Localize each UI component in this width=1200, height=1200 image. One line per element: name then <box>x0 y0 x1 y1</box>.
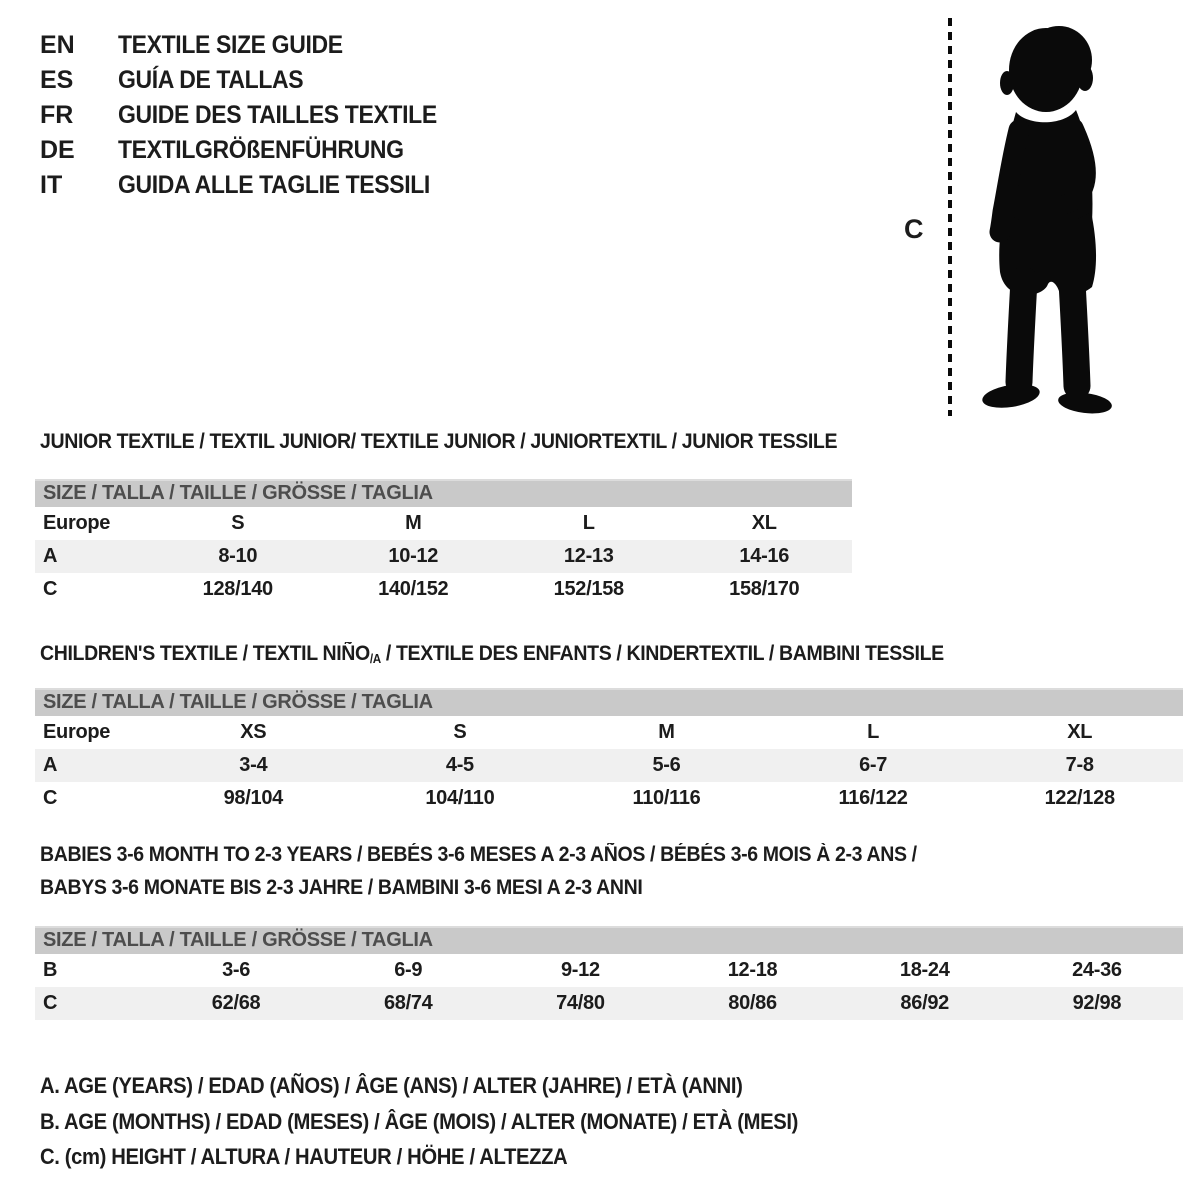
table-cell: 3-6 <box>222 959 251 981</box>
language-row-it <box>40 168 465 203</box>
measurement-legend <box>40 1068 1200 1175</box>
table-cell: XL <box>751 512 777 534</box>
table-cell: 80/86 <box>728 992 777 1014</box>
table-cell: 92/98 <box>1072 992 1122 1014</box>
size-table-header: SIZE / TALLA / TAILLE / GRÖSSE / TAGLIA <box>35 688 1183 716</box>
language-code: IT <box>40 171 63 199</box>
children-title-prefix: CHILDREN'S TEXTILE / TEXTIL NIÑO <box>40 642 370 665</box>
language-code: ES <box>40 66 74 94</box>
babies-section-title-line1: BABIES 3-6 MONTH TO 2-3 YEARS / BEBÉS 3-6 MESES A 2-3 AÑOS / BÉBÉS 3-6 MOIS À 2-3 ANS / <box>40 843 917 866</box>
table-cell: L <box>582 512 595 534</box>
junior-size-table <box>35 479 852 606</box>
table-cell: XL <box>1067 721 1093 743</box>
table-row <box>35 540 852 573</box>
language-row-de <box>40 133 465 168</box>
language-code: DE <box>40 136 75 164</box>
table-cell: 3-4 <box>239 754 268 776</box>
row-label: A <box>43 545 58 567</box>
language-title: GUIDA ALLE TAGLIE TESSILI <box>118 171 430 199</box>
table-cell: 68/74 <box>383 992 433 1014</box>
table-cell: 4-5 <box>445 754 474 776</box>
language-title: TEXTILE SIZE GUIDE <box>118 31 343 59</box>
table-cell: 128/140 <box>202 578 273 600</box>
table-cell: 152/158 <box>553 578 624 600</box>
size-table-header: SIZE / TALLA / TAILLE / GRÖSSE / TAGLIA <box>35 479 852 507</box>
table-cell: 6-9 <box>394 959 423 981</box>
table-cell: 62/68 <box>211 992 261 1014</box>
language-title: GUÍA DE TALLAS <box>118 66 304 94</box>
table-cell: 10-12 <box>388 545 439 567</box>
table-cell: 8-10 <box>218 545 258 567</box>
children-section-title <box>40 642 944 666</box>
table-cell: M <box>405 512 422 534</box>
table-cell: 98/104 <box>223 787 283 809</box>
size-table-header: SIZE / TALLA / TAILLE / GRÖSSE / TAGLIA <box>35 926 1183 954</box>
height-measure-label: C <box>904 214 924 244</box>
table-cell: 12-18 <box>727 959 778 981</box>
table-row <box>35 507 852 540</box>
table-cell: 6-7 <box>859 754 888 776</box>
table-cell: 158/170 <box>729 578 800 600</box>
table-cell: 86/92 <box>900 992 949 1014</box>
table-row <box>35 782 1183 815</box>
language-row-en <box>40 28 465 63</box>
row-label: A <box>43 754 58 776</box>
junior-section-title: JUNIOR TEXTILE / TEXTIL JUNIOR/ TEXTILE JUNIOR / JUNIORTEXTIL / JUNIOR TESSILE <box>40 430 838 453</box>
table-cell: 116/122 <box>838 787 908 809</box>
table-cell: 104/110 <box>425 787 495 809</box>
table-cell: 110/116 <box>632 787 701 809</box>
toddler-silhouette-icon <box>962 16 1137 421</box>
height-measure-dotted-line <box>948 18 952 416</box>
row-label: C <box>43 787 58 809</box>
table-cell: XS <box>240 721 267 743</box>
legend-line-a: A. AGE (YEARS) / EDAD (AÑOS) / ÂGE (ANS) / ALTER (JAHRE) / ETÀ (ANNI) <box>40 1073 743 1098</box>
language-row-fr <box>40 98 465 133</box>
table-cell: M <box>658 721 675 743</box>
row-label: B <box>43 959 58 981</box>
table-row <box>35 573 852 606</box>
table-cell: 12-13 <box>563 545 614 567</box>
language-title: GUIDE DES TAILLES TEXTILE <box>118 101 437 129</box>
table-row <box>35 716 1183 749</box>
row-label: C <box>43 992 58 1014</box>
language-code: FR <box>40 101 74 129</box>
legend-line-c: C. (cm) HEIGHT / ALTURA / HAUTEUR / HÖHE / ALTEZZA <box>40 1144 568 1169</box>
table-cell: 7-8 <box>1065 754 1094 776</box>
legend-line-b: B. AGE (MONTHS) / EDAD (MESES) / ÂGE (MOIS) / ALTER (MONATE) / ETÀ (MESI) <box>40 1108 798 1134</box>
row-label: Europe <box>43 721 111 743</box>
table-cell: L <box>867 721 880 743</box>
babies-size-table <box>35 926 1183 1020</box>
table-cell: 24-36 <box>1072 959 1122 981</box>
language-row-es <box>40 63 465 98</box>
language-title: TEXTILGRÖßENFÜHRUNG <box>118 136 404 164</box>
table-row <box>35 749 1183 782</box>
language-title-list <box>40 28 465 203</box>
table-cell: 122/128 <box>1044 787 1115 809</box>
table-cell: 5-6 <box>652 754 681 776</box>
children-title-suffix: / TEXTILE DES ENFANTS / KINDERTEXTIL / BAMBINI TESSILE <box>380 642 944 665</box>
language-code: EN <box>40 31 75 59</box>
table-row <box>35 954 1183 987</box>
table-cell: 9-12 <box>560 959 600 981</box>
table-cell: 18-24 <box>899 959 950 981</box>
table-cell: S <box>453 721 467 743</box>
table-cell: 74/80 <box>556 992 605 1014</box>
table-row <box>35 987 1183 1020</box>
table-cell: 140/152 <box>378 578 449 600</box>
row-label: Europe <box>43 512 111 534</box>
children-size-table <box>35 688 1183 815</box>
children-title-sub: /A <box>369 651 381 666</box>
row-label: C <box>43 578 58 600</box>
table-cell: S <box>231 512 245 534</box>
table-cell: 14-16 <box>739 545 790 567</box>
babies-section-title-line2: BABYS 3-6 MONATE BIS 2-3 JAHRE / BAMBINI 3-6 MESI A 2-3 ANNI <box>40 876 643 899</box>
